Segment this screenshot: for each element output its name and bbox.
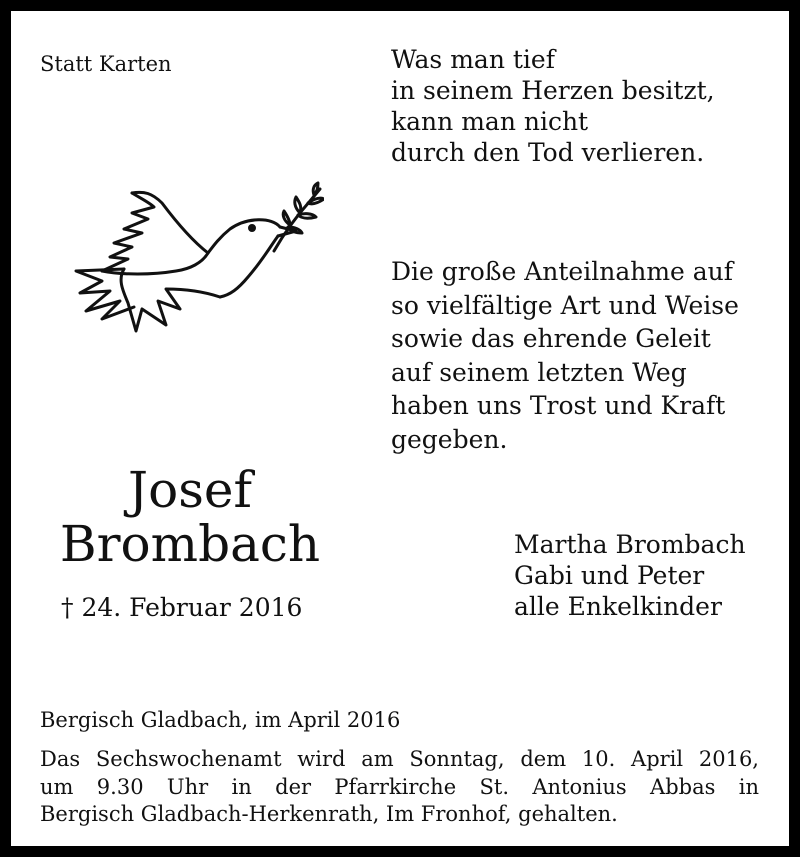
quote-line: kann man nicht (391, 107, 589, 136)
family-member: Martha Brombach (514, 530, 746, 559)
service-line: Das Sechswochenamt wird am Sonntag, dem 10. April 2016, (40, 747, 759, 771)
thanks-line: so vielfältige Art und Weise (391, 290, 739, 320)
thanks-line: gegeben. (391, 424, 508, 454)
thanks-line: haben uns Trost und Kraft (391, 391, 726, 421)
family-signatures (514, 529, 746, 622)
last-name: Brombach (59, 515, 321, 573)
family-member: alle Enkelkinder (514, 592, 722, 621)
quote-line: Was man tief (391, 45, 555, 74)
thanks-line: Die große Anteilnahme auf (391, 257, 734, 286)
place-and-date: Bergisch Gladbach, im April 2016 (40, 708, 401, 732)
thanks-text (391, 255, 739, 457)
first-name: Josef (128, 461, 252, 519)
memorial-quote (391, 44, 715, 168)
quote-line: durch den Tod verlieren. (391, 138, 705, 167)
service-line: Bergisch Gladbach-Herkenrath, Im Fronhof, gehalten. (40, 802, 618, 826)
thanks-line: sowie das ehrende Geleit (391, 324, 711, 354)
quote-line: in seinem Herzen besitzt, (391, 76, 715, 105)
service-line: um 9.30 Uhr in der Pfarrkirche St. Antonius Abbas in (40, 774, 759, 799)
service-announcement (40, 746, 759, 829)
thanks-line: auf seinem letzten Weg (391, 357, 687, 387)
dove-with-olive-branch-icon (62, 179, 324, 367)
death-date: † 24. Februar 2016 (61, 593, 303, 622)
deceased-name (35, 463, 345, 571)
family-member: Gabi und Peter (514, 561, 705, 590)
header-statt-karten: Statt Karten (40, 52, 172, 76)
